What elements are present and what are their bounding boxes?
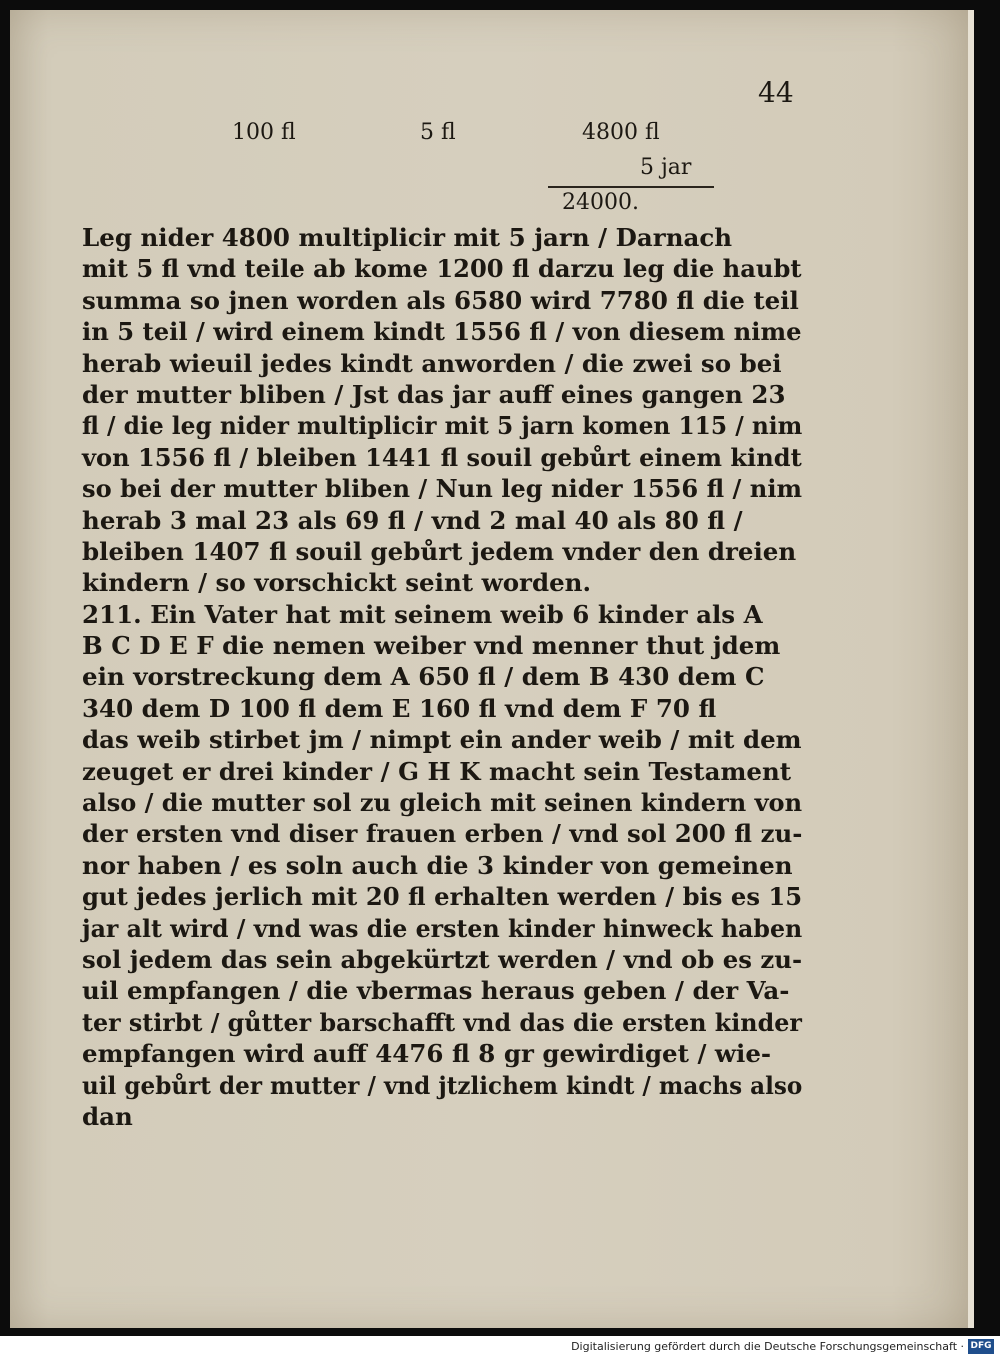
body-text bbox=[82, 222, 802, 1132]
text-line: fl / die leg nider multiplicir mit 5 jarn komen 115 / nim bbox=[82, 411, 803, 441]
page-edge bbox=[968, 10, 974, 1328]
text-line: dan bbox=[82, 1101, 133, 1131]
text-line: uil empfangen / die vbermas heraus geben / der Va- bbox=[82, 976, 790, 1006]
text-line: Leg nider 4800 multiplicir mit 5 jarn / Darnach bbox=[82, 223, 733, 252]
calculation-value-b: 5 fl bbox=[420, 120, 456, 145]
text-line: der mutter bliben / Jst das jar auff eines gangen 23 bbox=[82, 379, 786, 409]
text-line: gut jedes jerlich mit 20 fl erhalten werden / bis es 15 bbox=[82, 882, 803, 912]
footer-credit: Digitalisierung gefördert durch die Deutsche Forschungsgemeinschaft · bbox=[571, 1340, 964, 1353]
text-line: summa so jnen worden als 6580 wird 7780 fl die teil bbox=[82, 285, 799, 315]
text-line: ein vorstreckung dem A 650 fl / dem B 430 dem C bbox=[82, 662, 765, 692]
text-line: B C D E F die nemen weiber vnd menner thut jdem bbox=[82, 631, 781, 661]
text-line: mit 5 fl vnd teile ab kome 1200 fl darzu leg die haubt bbox=[82, 254, 802, 284]
text-line: das weib stirbet jm / nimpt ein ander weib / mit dem bbox=[82, 725, 802, 755]
text-line: von 1556 fl / bleiben 1441 fl souil gebůrt einem kindt bbox=[82, 442, 802, 472]
text-line: so bei der mutter bliben / Nun leg nider 1556 fl / nim bbox=[82, 474, 803, 504]
text-line: nor haben / es soln auch die 3 kinder von gemeinen bbox=[82, 850, 793, 880]
text-line: sol jedem das sein abgekürtzt werden / vnd ob es zu- bbox=[82, 944, 803, 974]
text-line: der ersten vnd diser frauen erben / vnd sol 200 fl zu- bbox=[82, 819, 803, 849]
text-line: 340 dem D 100 fl dem E 160 fl vnd dem F 70 fl bbox=[82, 693, 717, 723]
text-line: jar alt wird / vnd was die ersten kinder hinweck haben bbox=[82, 913, 803, 943]
text-line: also / die mutter sol zu gleich mit seinen kindern von bbox=[82, 788, 803, 818]
text-line: herab wieuil jedes kindt anworden / die zwei so bei bbox=[82, 348, 782, 378]
text-line: empfangen wird auff 4476 fl 8 gr gewirdiget / wie- bbox=[82, 1039, 772, 1069]
text-line: kindern / so vorschickt seint worden. bbox=[82, 568, 592, 598]
text-line: 211. Ein Vater hat mit seinem weib 6 kinder als A bbox=[82, 599, 763, 629]
text-line: ter stirbt / gůtter barschafft vnd das die ersten kinder bbox=[82, 1007, 802, 1037]
page-number: 44 bbox=[758, 76, 794, 109]
calculation-rule bbox=[548, 186, 714, 188]
calculation-value-a: 100 fl bbox=[232, 120, 296, 145]
text-line: bleiben 1407 fl souil gebůrt jedem vnder den dreien bbox=[82, 536, 797, 566]
calculation-value-d: 5 jar bbox=[640, 155, 692, 180]
dfg-logo-icon: DFG bbox=[968, 1339, 994, 1354]
text-line: herab 3 mal 23 als 69 fl / vnd 2 mal 40 als 80 fl / bbox=[82, 505, 743, 535]
text-line: uil gebůrt der mutter / vnd jtzlichem kindt / machs also bbox=[82, 1070, 803, 1100]
calculation-result: 24000. bbox=[562, 190, 639, 215]
footer-bar bbox=[0, 1336, 1000, 1358]
calculation-value-c: 4800 fl bbox=[582, 120, 660, 145]
text-line: in 5 teil / wird einem kindt 1556 fl / von diesem nime bbox=[82, 317, 802, 347]
text-line: zeuget er drei kinder / G H K macht sein Testament bbox=[82, 756, 792, 786]
